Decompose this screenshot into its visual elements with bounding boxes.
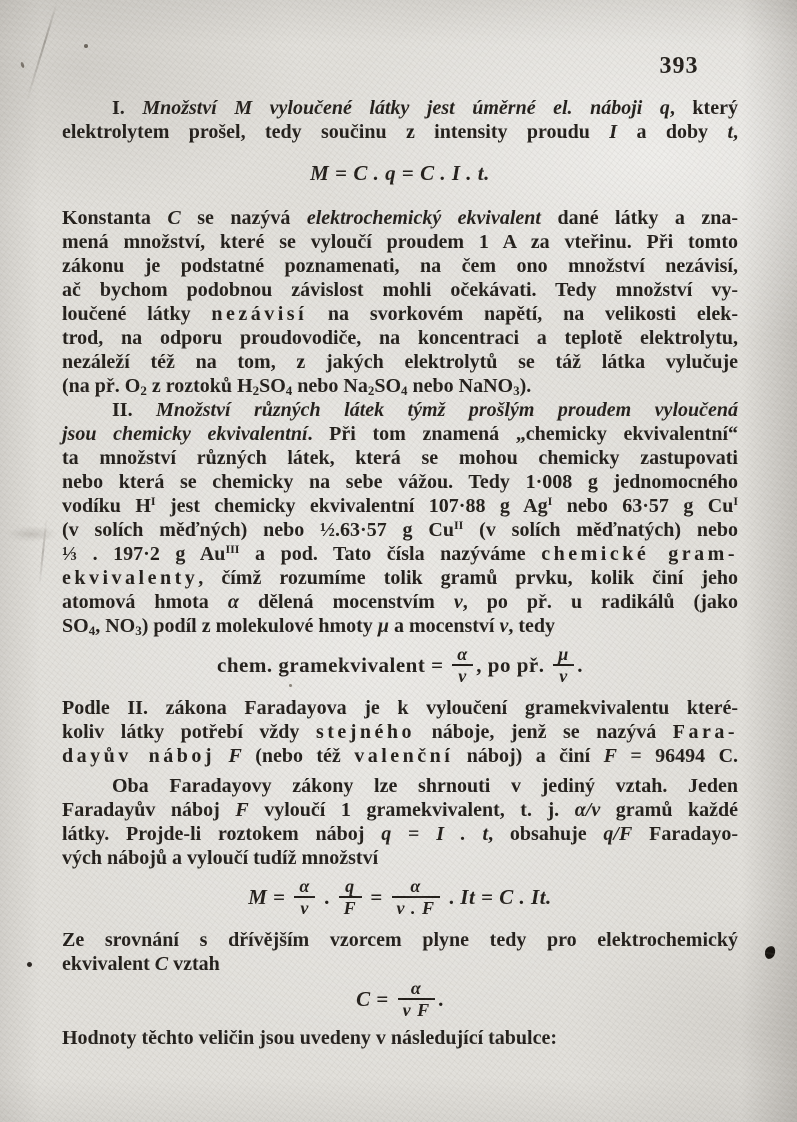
text-line: látky. Projde-li roztokem náboj q = I . t, obsahuje q/F Faradayo-	[62, 823, 738, 845]
formula-law-1: M = C . q = C . I . t.	[310, 161, 490, 185]
text-line: I. Množství M vyloučené látky jest úměrné el. náboji q, který	[112, 97, 738, 119]
paper-scratch	[38, 518, 47, 586]
text-line: ač bychom podobnou závislost mohli očekávati. Tedy množství vy-	[62, 279, 738, 301]
text-line: Konstanta C se nazývá elektrochemický ekvivalent dané látky a zna-	[62, 207, 738, 229]
paragraph-faraday-charge	[62, 696, 738, 768]
text-line: (v solích měďných) nebo ½.63·57 g $Cu^{II}$ (v solích měďnatých) nebo	[62, 518, 739, 541]
paragraph-law-2	[62, 398, 738, 638]
text-line: ekvivalenty, čímž rozumíme tolik gramů prvku, kolik činí jeho	[62, 567, 738, 589]
text-line: Faradayův náboj F vyloučí 1 gramekvivalent, t. j. α/v gramů každé	[62, 799, 738, 821]
text-line: $SO_4$, $NO_3$) podíl z molekulové hmoty μ a mocenství v, tedy	[62, 615, 556, 638]
formula-equivalent-c: C = $\frac{\alpha}{\text{v F}}$ .	[356, 978, 444, 1020]
formula-gramequivalent: chem. gramekvivalent = $\frac{\alpha}{v}$ , po př. $\frac{\mu}{v}$ .	[217, 644, 583, 686]
text-line: elektrolytem prošel, tedy součinu z intensity proudu I a doby t,	[62, 121, 738, 143]
text-line: ta množství různých látek, která se mohou chemicky zastupovati	[62, 447, 738, 469]
paper-scratch	[26, 2, 58, 102]
ink-speck	[20, 62, 25, 69]
text-line: Oba Faradayovy zákony lze shrnouti v jediný vztah. Jeden	[112, 775, 738, 797]
text-line: Hodnoty těchto veličin jsou uvedeny v následující tabulce:	[62, 1027, 558, 1049]
paragraph-konstanta	[62, 206, 738, 398]
text-line: nebo která se chemicky na sebe vážou. Tedy 1·008 g jednomocného	[62, 471, 738, 493]
text-line: dayův náboj F (nebo též valenční náboj) a činí F = 96494 C.	[62, 745, 739, 767]
paper-smudge	[6, 526, 58, 542]
paragraph-hodnoty	[62, 1026, 738, 1050]
text-line: (na př. $O_2$ z roztoků $H_2SO_4$ nebo $Na_2SO_4$ nebo NaNO$_3$).	[62, 375, 532, 398]
formula-combined: M = $\frac{\alpha}{v}$ . $\frac{q}{F}$ = $\frac{\alpha}{v . F}$ . It = C . It.	[248, 876, 552, 918]
text-line: loučené látky nezávisí na svorkovém napětí, na velikosti elek-	[62, 303, 738, 325]
fraction: $\frac{\alpha}{v}$	[452, 644, 473, 686]
page-number: 393	[659, 53, 699, 79]
text-line: koliv látky potřebí vždy stejného náboje, jenž se nazývá Fara-	[62, 721, 738, 743]
text-line: vodíku $H^I$ jest chemicky ekvivalentní 107·88 g $Ag^I$ nebo 63·57 g $Cu^I$	[62, 494, 738, 517]
fraction: $\frac{\mu}{v}$	[553, 644, 574, 686]
text-line: vých nábojů a vyloučí tudíž množství	[62, 847, 379, 869]
fraction: $\frac{\alpha}{\text{v F}}$	[398, 978, 436, 1020]
fraction: $\frac{q}{F}$	[339, 876, 362, 918]
text-line: ⅓ . 197·2 g $Au^{III}$ a pod. Tato čísla nazýváme chemické gram-	[62, 542, 739, 565]
text-line: nezáleží též na tom, z jakých elektrolytů se táž látka vylučuje	[62, 351, 738, 373]
text-line: trod, na odporu proudovodiče, na koncentraci a teplotě elektrolytu,	[62, 327, 738, 349]
paragraph-oba-zakony	[62, 774, 738, 870]
text-line: mená množství, které se vyloučí proudem 1 A za vteřinu. Při tomto	[62, 231, 738, 253]
paragraph-ze-srovnani	[62, 928, 738, 976]
text-line: Ze srovnání s dřívějším vzorcem plyne tedy pro elektrochemický	[62, 929, 738, 951]
text-column	[62, 0, 738, 1050]
text-line: zákonu je podstatné poznamenati, na čem ono množství nezávisí,	[62, 255, 738, 277]
fraction: $\frac{\alpha}{v}$	[294, 876, 315, 918]
text-line: jsou chemicky ekvivalentní. Při tom znamená „chemicky ekvivalentní“	[62, 423, 738, 445]
paragraph-law-1	[62, 96, 738, 144]
text-line: II. Množství různých látek týmž prošlým proudem vyloučená	[112, 399, 738, 421]
fraction: $\frac{\alpha}{v . F}$	[392, 876, 441, 918]
text-line: ekvivalent C vztah	[62, 953, 220, 975]
ink-blot	[764, 945, 776, 959]
text-line: Podle II. zákona Faradayova je k vyloučení gramekvivalentu které-	[62, 697, 738, 719]
text-line: atomová hmota α dělená mocenstvím v, po př. u radikálů (jako	[62, 591, 738, 613]
ink-speck	[27, 962, 32, 967]
